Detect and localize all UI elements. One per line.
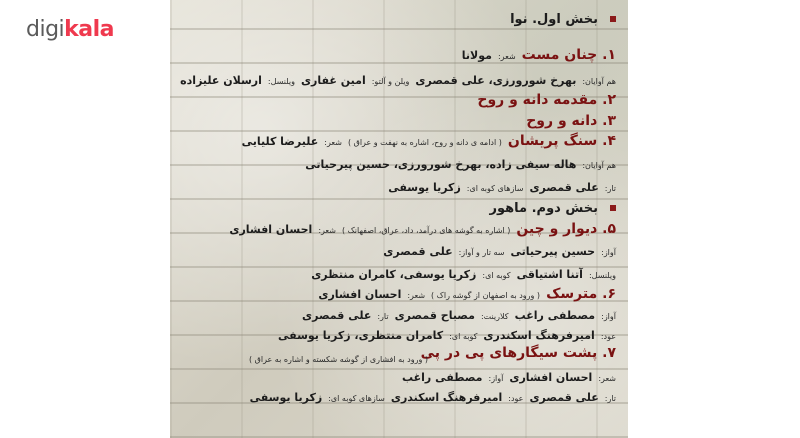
tracklist-line [477, 89, 616, 108]
credit-role: کوبه ای: [449, 332, 478, 341]
tracklist-line [402, 366, 616, 385]
credit-name: احسان افشاری [318, 288, 402, 301]
credit-role: ویلن و آلتو: [371, 77, 410, 86]
credit-role: تار: [604, 184, 616, 193]
credit-name: علی قمصری [529, 181, 599, 194]
credit-name: امیرفرهنگ اسکندری [483, 329, 595, 342]
track-title: ۶. مترسک [546, 286, 616, 302]
track-title: ۴. سنگ پریشان [507, 133, 616, 149]
credit-role: ( ورود به اصفهان از گوشه راک ) [431, 291, 541, 300]
tracklist-line [278, 324, 616, 343]
credit-name: بهرخ شورورزی، علی قمصری [415, 74, 577, 87]
credit-role: تار: [377, 312, 389, 321]
credit-role: شعر: [497, 52, 516, 61]
tracklist-line [311, 263, 616, 282]
credit-role: هم آوایان: [582, 161, 616, 170]
credit-name: هاله سیفی زاده، بهرخ شورورزی، حسین پیرحیاتی [305, 158, 577, 171]
credit-name: مصطفی راغب [401, 371, 483, 384]
credit-role: آواز: [601, 248, 616, 257]
credit-role: ویلنسل: [588, 271, 616, 280]
credit-name: علیرضا کلیایی [241, 135, 319, 148]
credit-name: کامران منتظری، زکریا یوسفی [278, 329, 444, 342]
credit-name: امیرفرهنگ اسکندری [390, 391, 503, 404]
credit-name: حسین پیرحیاتی [510, 245, 596, 258]
credit-name: مصباح قمصری [394, 309, 475, 322]
credit-name: امین غفاری [300, 74, 366, 87]
section-heading [510, 8, 616, 27]
tracklist-line [229, 218, 616, 237]
credit-role: کلارینت: [480, 312, 509, 321]
credit-name: آتنا اشتیاقی [516, 268, 583, 281]
credit-name: احسان افشاری [229, 223, 313, 236]
logo-part-kala: kala [64, 17, 115, 42]
track-title: ۳. دانه و روح [526, 113, 616, 129]
tracklist-line [180, 69, 616, 88]
credit-role: کوبه ای: [482, 271, 511, 280]
track-title: ۱. چنان مست [521, 47, 616, 63]
credit-role: ( ادامه ی دانه و روح، اشاره به نهفت و عراق ) [347, 138, 502, 147]
album-tracklist-image [170, 0, 628, 438]
section-heading [490, 197, 616, 216]
credit-name: علی قمصری [383, 245, 453, 258]
credit-name: علی قمصری [529, 391, 599, 404]
square-bullet-icon [610, 16, 616, 22]
credit-name: علی قمصری [302, 309, 372, 322]
credit-role: ( ورود به افشاری از گوشه شکسته و اشاره به عراق ) [248, 355, 428, 364]
section-title: بخش دوم. ماهور [489, 201, 598, 216]
tracklist-line [250, 386, 616, 405]
track-title: ۲. مقدمه دانه و روح [477, 92, 616, 108]
credit-role: تار: [604, 394, 616, 403]
square-bullet-icon [610, 205, 616, 211]
credit-role: ( اشاره به گوشه های درآمد، داد، عراق، اصفهانک ) [341, 226, 511, 235]
tracklist-line [249, 347, 428, 366]
credit-role: عود: [600, 332, 616, 341]
credit-name: زکریا یوسفی، کامران منتظری [311, 268, 477, 281]
credit-role: آواز: [488, 374, 504, 383]
tracklist-line [383, 240, 616, 259]
credit-name: مولانا [461, 49, 492, 62]
credit-name: مصطفی راغب [514, 309, 596, 322]
tracklist-line [305, 153, 616, 172]
credit-role: عود: [508, 394, 524, 403]
credit-name: احسان افشاری [509, 371, 593, 384]
credit-role: سه تار و آواز: [458, 248, 505, 257]
credit-role: آواز: [601, 312, 616, 321]
track-title: ۷. پشت سیگارهای پی در پی [420, 345, 616, 361]
credit-role: شعر: [318, 226, 336, 235]
credit-role: هم آوایان: [582, 77, 616, 86]
credit-name: زکریا یوسفی [249, 391, 323, 404]
logo-part-digi: digi [26, 17, 65, 42]
tracklist-line [302, 304, 616, 323]
tracklist-line [388, 176, 616, 195]
tracklist-line [421, 342, 616, 361]
section-title: بخش اول. نوا [510, 12, 598, 27]
credit-role: شعر: [598, 374, 616, 383]
credit-role: شعر: [324, 138, 342, 147]
credit-role: سازهای کوبه ای: [466, 184, 524, 193]
tracklist-line [318, 283, 616, 302]
credit-role: ویلنسل: [267, 77, 295, 86]
credit-role: سازهای کوبه ای: [328, 394, 385, 403]
tracklist-line [242, 130, 616, 149]
digikala-logo[interactable] [26, 17, 114, 42]
credit-name: زکریا یوسفی [388, 181, 461, 194]
credit-name: ارسلان علیزاده [180, 74, 262, 87]
credit-role: شعر: [407, 291, 426, 300]
track-title: ۵. دیوار و چین [516, 221, 616, 237]
tracklist-line [462, 44, 616, 63]
tracklist-line [526, 110, 616, 129]
